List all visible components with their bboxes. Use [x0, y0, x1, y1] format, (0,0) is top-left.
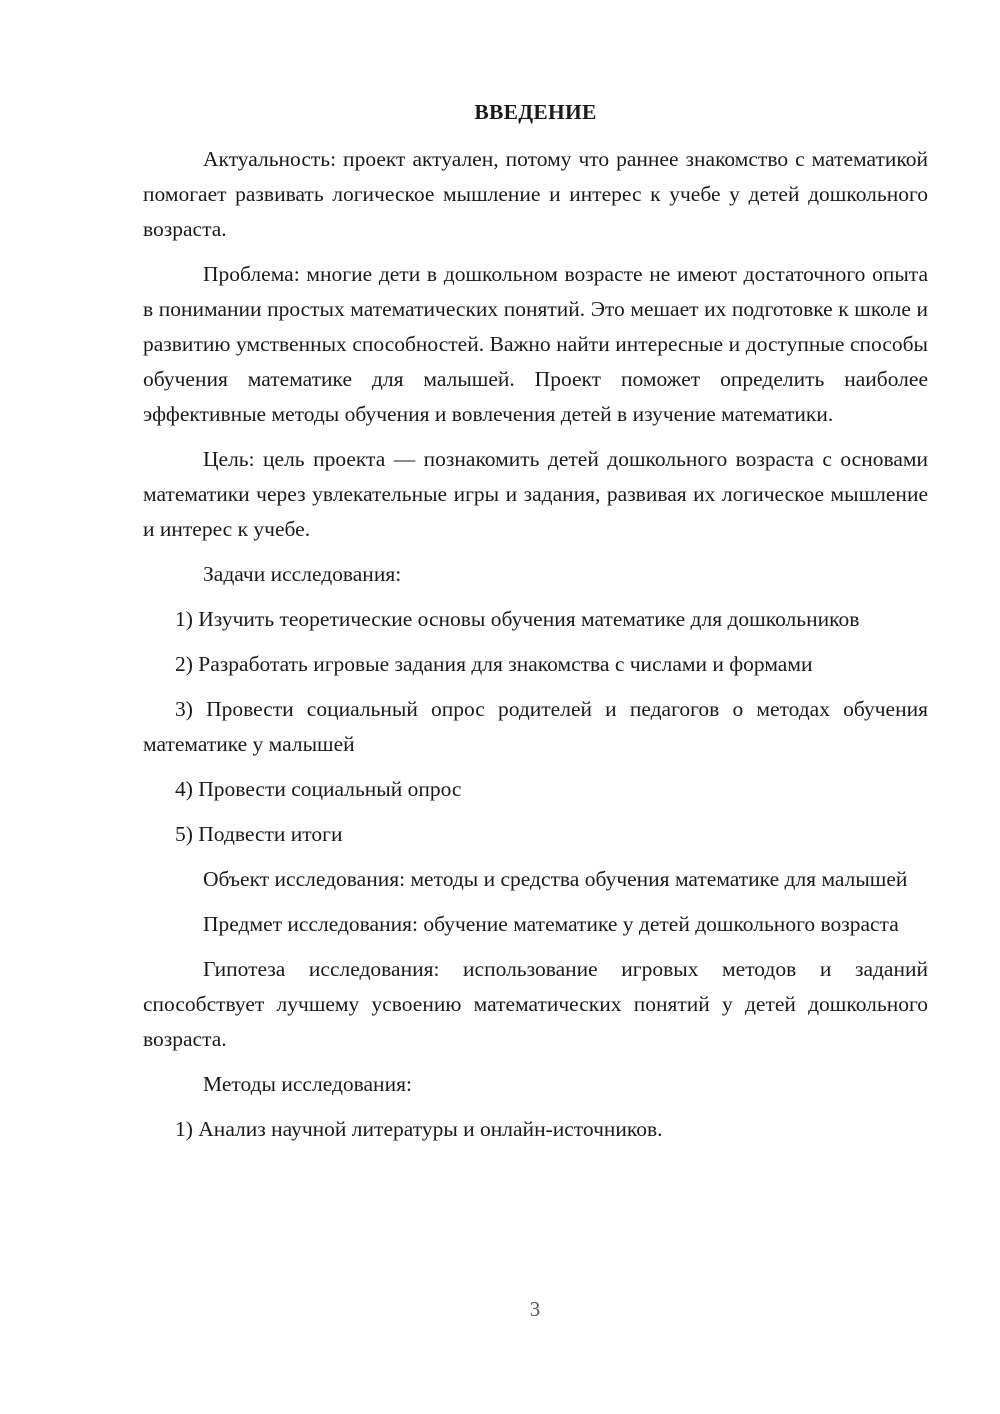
task-item-5: 5) Подвести итоги	[175, 822, 343, 846]
document-body	[143, 95, 928, 1157]
object-paragraph: Объект исследования: методы и средства обучения математике для малышей	[203, 867, 908, 891]
relevance-paragraph: Актуальность: проект актуален, потому что раннее знакомство с математикой помогает развивать логическое мышление и интерес к учебе у детей дошкольного возраста.	[143, 147, 928, 241]
page-number: 3	[529, 1297, 541, 1321]
method-item-1: 1) Анализ научной литературы и онлайн-источников.	[175, 1117, 663, 1141]
methods-heading: Методы исследования:	[203, 1072, 412, 1096]
page-title: ВВЕДЕНИЕ	[474, 100, 597, 124]
task-item-4: 4) Провести социальный опрос	[175, 777, 462, 801]
tasks-heading: Задачи исследования:	[203, 562, 402, 586]
subject-paragraph: Предмет исследования: обучение математике у детей дошкольного возраста	[203, 912, 899, 936]
task-item-1: 1) Изучить теоретические основы обучения математике для дошкольников	[175, 607, 860, 631]
goal-paragraph: Цель: цель проекта — познакомить детей дошкольного возраста с основами математики через увлекательные игры и задания, развивая их логическое мышление и интерес к учебе.	[143, 447, 928, 541]
task-item-2: 2) Разработать игровые задания для знакомства с числами и формами	[175, 652, 813, 676]
task-item-3: 3) Провести социальный опрос родителей и педагогов о методах обучения математике у малышей	[143, 697, 928, 756]
problem-paragraph: Проблема: многие дети в дошкольном возрасте не имеют достаточного опыта в понимании простых математических понятий. Это мешает их подготовке к школе и развитию умственных способностей. Важно найти интересные и доступные способы обучения математике для малышей. Проект поможет определить наиболее эффективные методы обучения и вовлечения детей в изучение математики.	[143, 262, 928, 426]
hypothesis-paragraph: Гипотеза исследования: использование игровых методов и заданий способствует лучшему усвоению математических понятий у детей дошкольного возраста.	[143, 957, 928, 1051]
